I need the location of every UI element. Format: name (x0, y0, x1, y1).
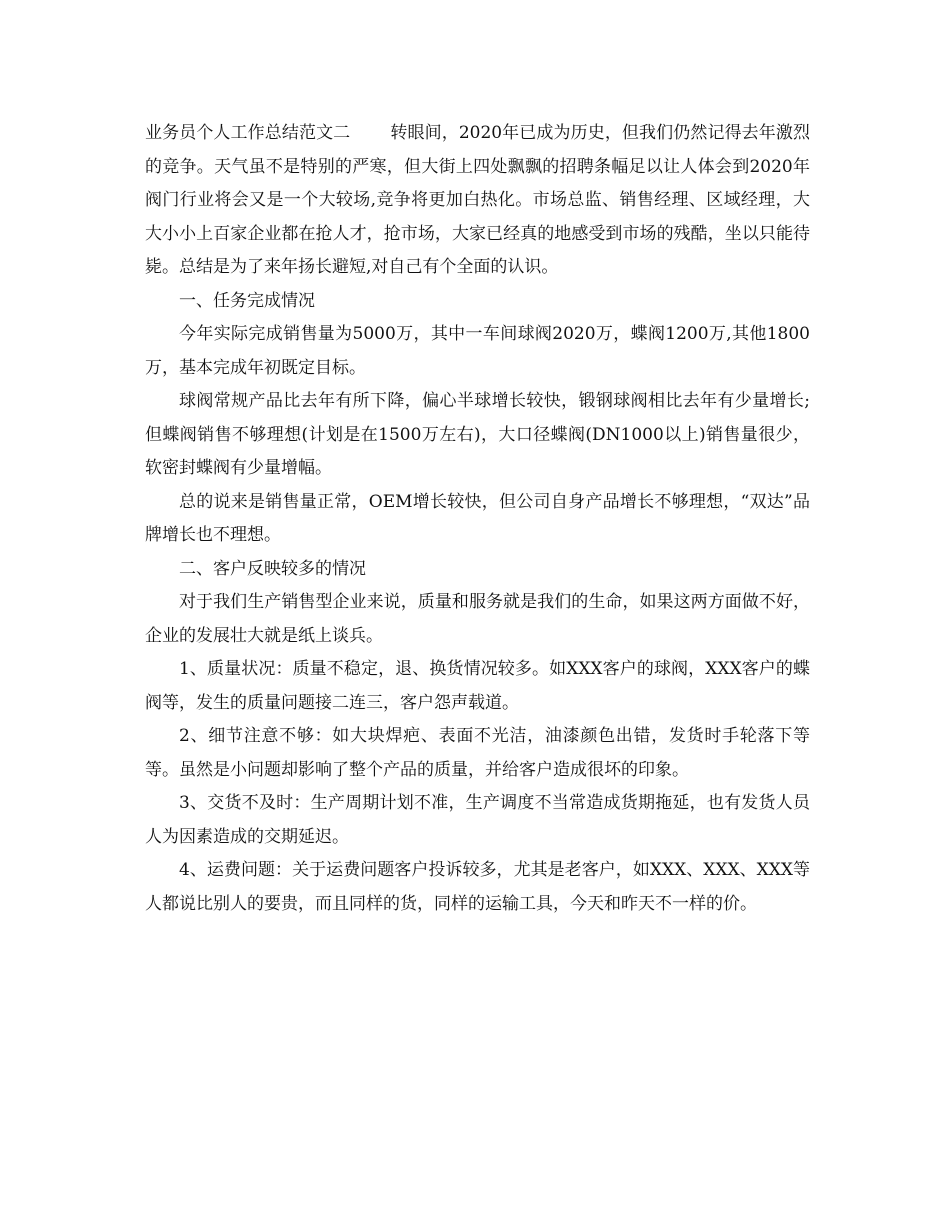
intro-text: 转眼间，2020年已成为历史，但我们仍然记得去年激烈的竞争。天气虽不是特别的严寒，但大街上四处飘飘的招聘条幅足以让人体会到2020年阀门行业将会又是一个大较场,竞争将更加白热化。市场总监、销售经理、区域经理，大大小小上百家企业都在抢人才，抢市场，大家已经真的地感受到市场的残酷，坐以只能待毙。总结是为了来年扬长避短,对自己有个全面的认识。 (145, 123, 810, 277)
document-title: 业务员个人工作总结范文二 (145, 123, 351, 143)
paragraph-sales-total: 今年实际完成销售量为5000万，其中一车间球阀2020万，蝶阀1200万,其他1800万，基本完成年初既定目标。 (145, 324, 810, 378)
document-body (145, 117, 810, 921)
paragraph-item-2: 2、细节注意不够：如大块焊疤、表面不光洁，油漆颜色出错，发货时手轮落下等等。虽然是小问题却影响了整个产品的质量，并给客户造成很坏的印象。 (145, 726, 810, 780)
paragraph-item-3: 3、交货不及时：生产周期计划不准，生产调度不当常造成货期拖延，也有发货人员人为因素造成的交期延迟。 (145, 793, 810, 847)
paragraph-item-1: 1、质量状况：质量不稳定，退、换货情况较多。如XXX客户的球阀，XXX客户的蝶阀等，发生的质量问题接二连三，客户怨声载道。 (145, 659, 810, 713)
paragraph-item-4: 4、运费问题：关于运费问题客户投诉较多，尤其是老客户，如XXX、XXX、XXX等人都说比别人的要贵，而且同样的货，同样的运输工具，今天和昨天不一样的价。 (145, 860, 810, 914)
paragraph-quality-service: 对于我们生产销售型企业来说，质量和服务就是我们的生命，如果这两方面做不好，企业的发展壮大就是纸上谈兵。 (145, 592, 810, 646)
section-heading-2: 二、客户反映较多的情况 (179, 558, 366, 579)
paragraph-product-trend: 球阀常规产品比去年有所下降，偏心半球增长较快，锻钢球阀相比去年有少量增长;但蝶阀销售不够理想(计划是在1500万左右)，大口径蝶阀(DN1000以上)销售量很少，软密封蝶阀有少量增幅。 (145, 391, 810, 478)
section-heading-1: 一、任务完成情况 (179, 290, 315, 311)
intro-paragraph (145, 117, 810, 285)
paragraph-summary: 总的说来是销售量正常，OEM增长较快，但公司自身产品增长不够理想，“双达”品牌增长也不理想。 (145, 491, 810, 545)
